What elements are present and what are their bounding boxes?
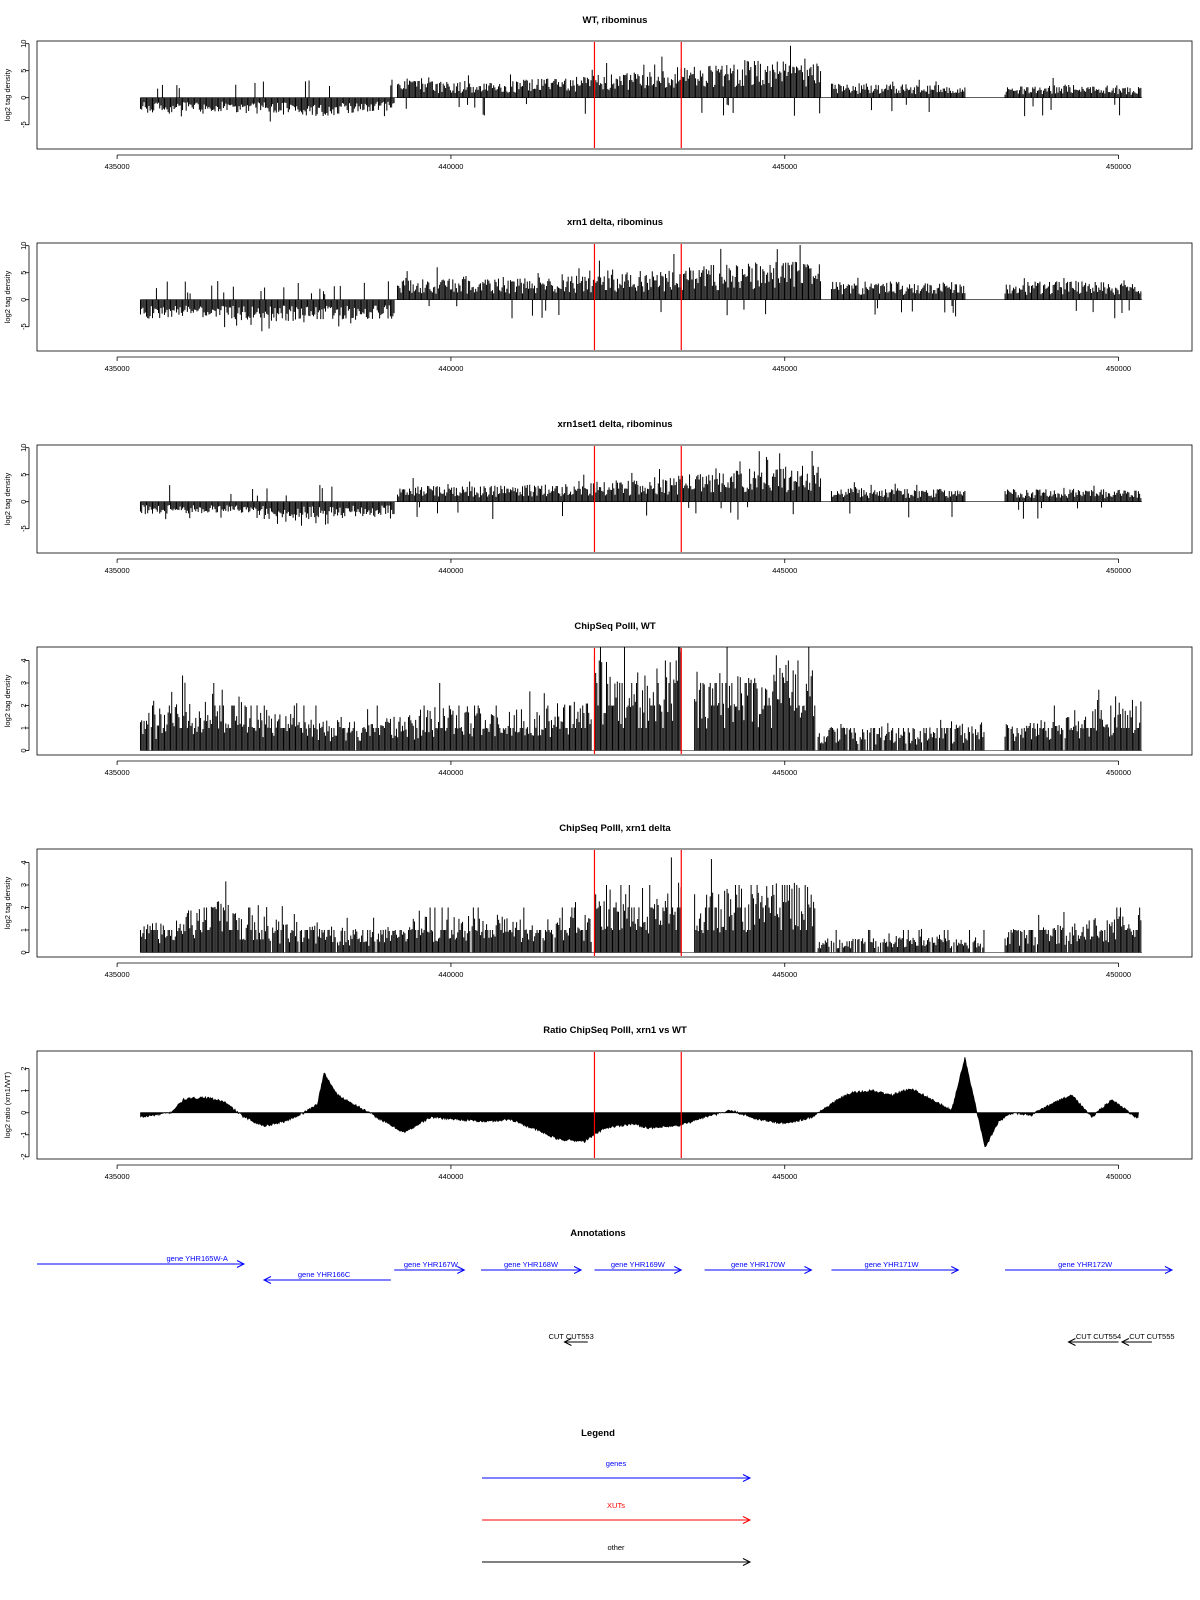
- y-tick-label: 0: [19, 95, 28, 100]
- x-tick-label: 450000: [1106, 1172, 1132, 1181]
- y-tick-label: 4: [19, 860, 28, 865]
- y-tick-label: 4: [19, 658, 28, 663]
- y-tick-label: 1: [19, 725, 28, 731]
- data-marks: [140, 451, 1140, 526]
- cut-arrow: [548, 1332, 593, 1346]
- y-tick-label: -5: [19, 525, 28, 533]
- track-panel: [3, 823, 1192, 979]
- data-series: [1005, 908, 1141, 953]
- y-tick-label: -2: [19, 1153, 28, 1161]
- gene-label: gene YHR172W: [1058, 1260, 1113, 1269]
- gene-arrow: [37, 1254, 244, 1268]
- data-series: [594, 857, 681, 952]
- data-marks: [140, 1057, 1138, 1147]
- gene-arrow: [831, 1260, 958, 1274]
- data-series: [695, 859, 815, 952]
- x-tick-label: 435000: [104, 162, 130, 171]
- x-tick-label: 445000: [772, 566, 798, 575]
- data-series: [831, 278, 964, 317]
- legend-panel: [482, 1428, 750, 1566]
- gene-label: gene YHR171W: [864, 1260, 919, 1269]
- x-tick-label: 450000: [1106, 162, 1132, 171]
- gene-label: gene YHR165W-A: [166, 1254, 228, 1263]
- gene-label: gene YHR170W: [731, 1260, 786, 1269]
- gene-label: gene YHR168W: [504, 1260, 559, 1269]
- x-tick-label: 440000: [438, 364, 464, 373]
- track-title: xrn1 delta, ribominus: [566, 217, 664, 228]
- cut-label: CUT CUT553: [548, 1332, 594, 1341]
- data-series: [140, 281, 394, 331]
- data-series: [594, 627, 681, 751]
- x-tick-label: 440000: [438, 1172, 464, 1181]
- y-axis-label: log2 tag density: [3, 876, 12, 930]
- gene-label: gene YHR167W: [403, 1260, 458, 1269]
- data-series: [831, 482, 964, 517]
- gene-arrow: [394, 1260, 464, 1274]
- x-tick-label: 435000: [104, 970, 130, 979]
- cut-label: CUT CUT555: [1129, 1332, 1175, 1341]
- y-axis-label: log2 tag density: [3, 674, 12, 728]
- x-tick-label: 440000: [438, 970, 464, 979]
- x-tick-label: 450000: [1106, 970, 1132, 979]
- data-series: [818, 720, 984, 751]
- x-tick-label: 435000: [104, 1172, 130, 1181]
- track-title: xrn1set1 delta, ribominus: [557, 419, 673, 430]
- annotations-panel: [37, 1228, 1175, 1346]
- data-marks: [140, 857, 1140, 952]
- track-title: ChipSeq PolII, xrn1 delta: [559, 823, 671, 834]
- y-tick-label: 5: [19, 472, 28, 477]
- y-tick-label: 2: [19, 703, 28, 708]
- data-series: [695, 628, 815, 750]
- track-panel: [3, 621, 1192, 777]
- y-tick-label: 1: [19, 927, 28, 933]
- data-marks: [140, 245, 1140, 331]
- legend-item: [482, 1501, 750, 1524]
- legend-title: Legend: [581, 1428, 615, 1439]
- y-tick-label: 3: [19, 680, 28, 686]
- cut-label: CUT CUT554: [1075, 1332, 1122, 1341]
- data-series: [398, 46, 821, 116]
- y-axis-label: log2 tag density: [3, 270, 12, 324]
- x-tick-label: 440000: [438, 768, 464, 777]
- y-tick-label: 10: [19, 443, 28, 452]
- x-tick-label: 435000: [104, 768, 130, 777]
- y-tick-label: -1: [19, 1131, 28, 1139]
- cut-arrow: [1068, 1332, 1121, 1346]
- data-series: [398, 245, 821, 318]
- gene-arrow: [594, 1260, 681, 1274]
- data-series: [818, 929, 984, 953]
- gene-label: gene YHR169W: [610, 1260, 665, 1269]
- data-series: [398, 451, 821, 520]
- track-panels: [3, 15, 1192, 1181]
- legend-items: [482, 1459, 750, 1566]
- y-axis-label: log2 ratio (xrn1/WT): [3, 1071, 12, 1139]
- y-tick-label: 2: [19, 1066, 28, 1071]
- gene-arrow: [264, 1270, 391, 1284]
- x-tick-label: 445000: [772, 1172, 798, 1181]
- x-tick-label: 450000: [1106, 768, 1132, 777]
- data-series: [1005, 690, 1141, 751]
- y-tick-label: 0: [19, 499, 28, 504]
- y-tick-label: 0: [19, 297, 28, 302]
- x-tick-label: 450000: [1106, 364, 1132, 373]
- x-tick-label: 445000: [772, 162, 798, 171]
- track-title: WT, ribominus: [582, 15, 648, 26]
- cut-annotations: [548, 1332, 1174, 1346]
- data-series: [1005, 78, 1141, 116]
- ratio-area: [140, 1057, 1138, 1147]
- track-title: ChipSeq PolII, WT: [574, 621, 656, 632]
- x-tick-label: 440000: [438, 162, 464, 171]
- y-tick-label: 1: [19, 1088, 28, 1093]
- x-tick-label: 440000: [438, 566, 464, 575]
- track-panel: [3, 15, 1192, 171]
- track-panel: [3, 1025, 1192, 1181]
- x-tick-label: 445000: [772, 768, 798, 777]
- legend-label: other: [607, 1543, 625, 1552]
- legend-label: genes: [605, 1459, 627, 1468]
- legend-item: [482, 1543, 750, 1566]
- y-tick-label: -5: [19, 323, 28, 331]
- gene-arrow: [705, 1260, 812, 1274]
- data-series: [831, 80, 964, 112]
- data-marks: [140, 46, 1140, 122]
- y-tick-label: 5: [19, 68, 28, 73]
- gene-annotations: [37, 1254, 1172, 1284]
- data-series: [140, 675, 591, 750]
- y-tick-label: 10: [19, 39, 28, 48]
- y-tick-label: 10: [19, 241, 28, 250]
- data-series: [140, 80, 394, 122]
- y-tick-label: 2: [19, 905, 28, 910]
- y-tick-label: -5: [19, 121, 28, 129]
- y-tick-label: 5: [19, 270, 28, 275]
- y-tick-label: 0: [19, 950, 28, 955]
- data-series: [140, 881, 591, 952]
- cut-arrow: [1122, 1332, 1175, 1346]
- data-series: [1005, 486, 1141, 519]
- y-axis-label: log2 tag density: [3, 68, 12, 122]
- data-series: [140, 485, 394, 526]
- x-tick-label: 435000: [104, 566, 130, 575]
- y-tick-label: 0: [19, 748, 28, 753]
- y-tick-label: 3: [19, 882, 28, 888]
- gene-arrow: [481, 1260, 581, 1274]
- y-tick-label: 0: [19, 1110, 28, 1115]
- track-panel: [3, 217, 1192, 373]
- x-tick-label: 445000: [772, 364, 798, 373]
- legend-item: [482, 1459, 750, 1482]
- data-series: [1005, 278, 1141, 318]
- x-tick-label: 450000: [1106, 566, 1132, 575]
- gene-label: gene YHR166C: [297, 1270, 351, 1279]
- y-axis-label: log2 tag density: [3, 472, 12, 526]
- x-tick-label: 435000: [104, 364, 130, 373]
- legend-label: XUTs: [607, 1501, 625, 1510]
- track-title: Ratio ChipSeq PolII, xrn1 vs WT: [543, 1025, 687, 1036]
- annotations-title: Annotations: [570, 1228, 626, 1239]
- x-tick-label: 445000: [772, 970, 798, 979]
- track-panel: [3, 419, 1192, 575]
- data-marks: [140, 627, 1140, 751]
- gene-arrow: [1005, 1260, 1172, 1274]
